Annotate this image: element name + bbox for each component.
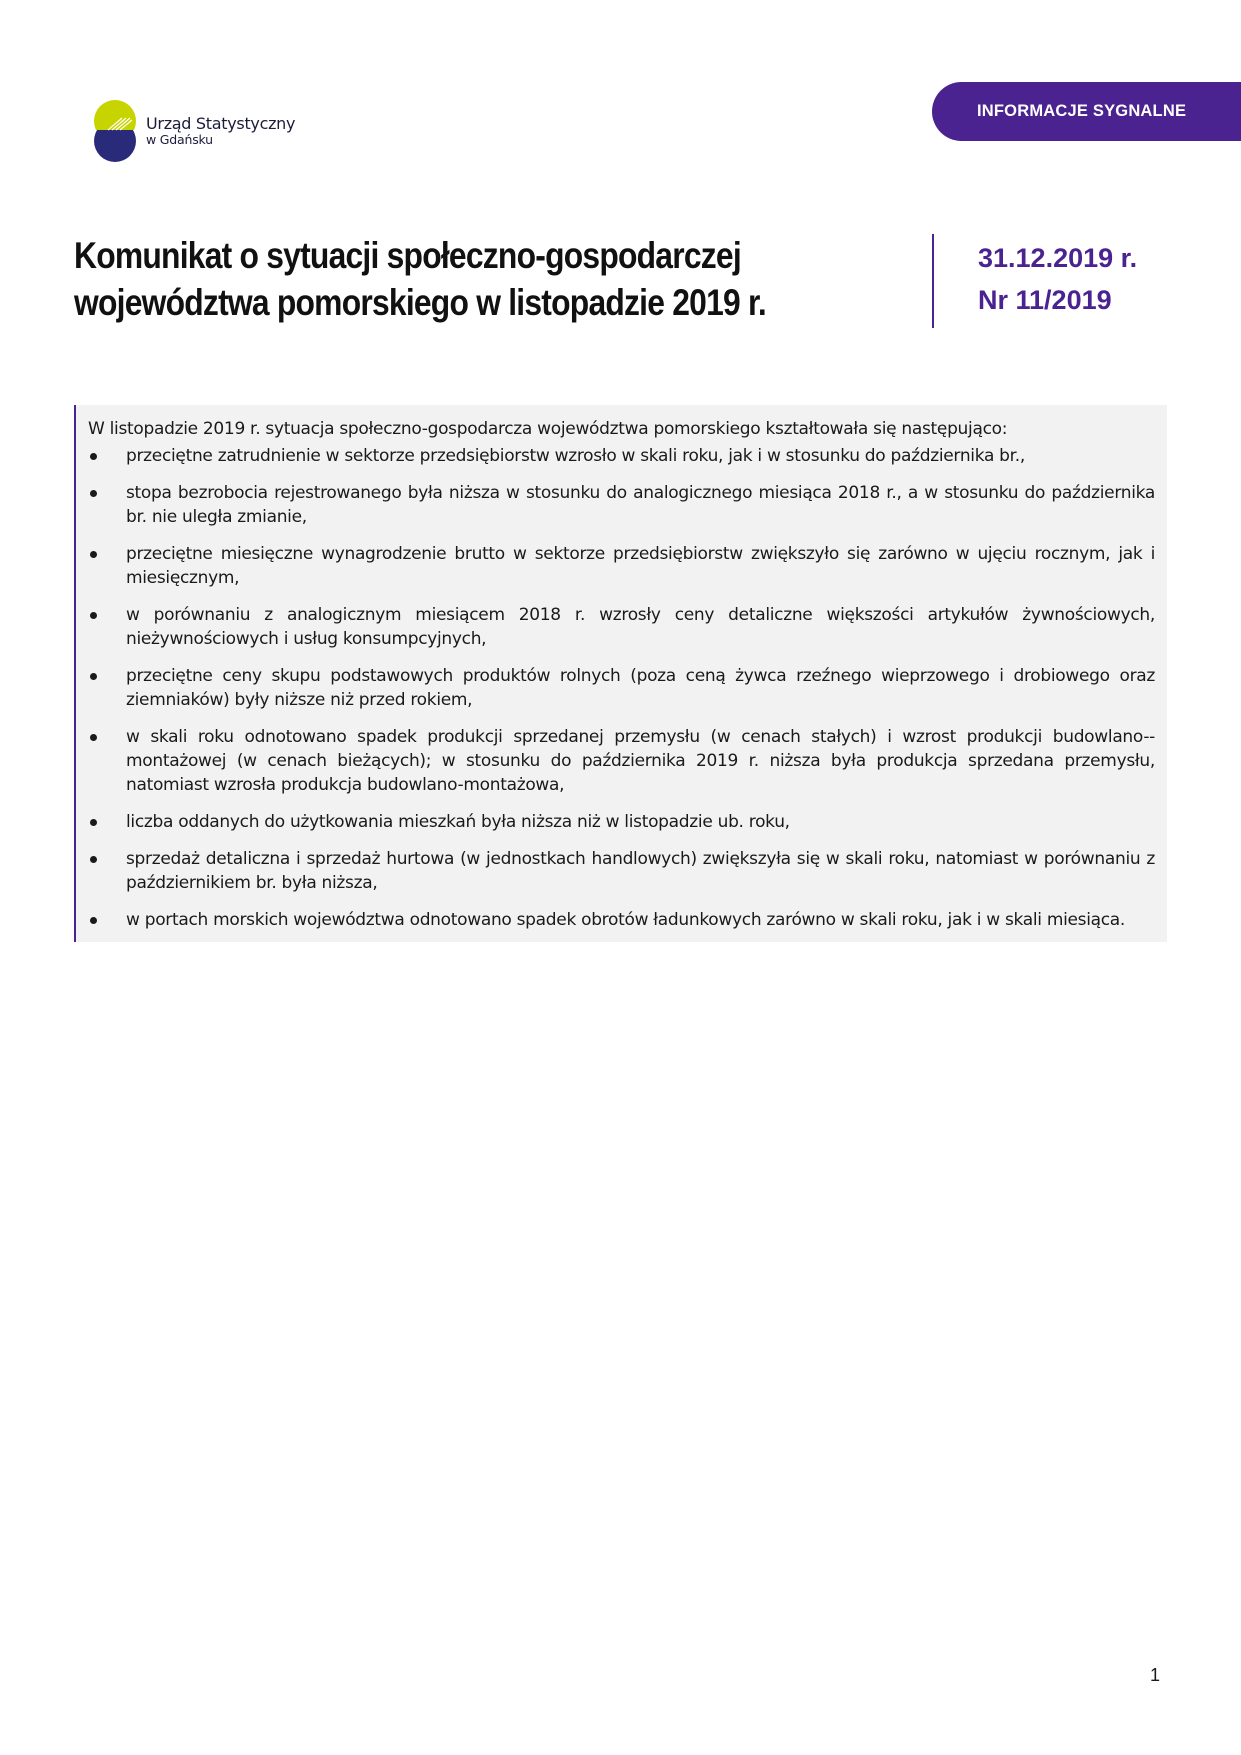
page-number: 1 — [1150, 1665, 1161, 1685]
summary-box — [74, 405, 1167, 942]
bullet-icon — [90, 856, 97, 863]
bullet-icon — [90, 453, 97, 460]
bullet-icon — [90, 734, 97, 741]
list-item: przeciętne miesięczne wynagrodzenie brutto w sektorze przedsiębiorstw zwiększyło się zarówno w ujęciu rocznym, jak i miesięcznym, — [88, 542, 1155, 590]
bullet-icon — [90, 490, 97, 497]
bullet-icon — [90, 673, 97, 680]
publication-date: 31.12.2019 r. — [978, 243, 1138, 273]
list-item: w porównaniu z analogicznym miesiącem 2018 r. wzrosły ceny detaliczne większości artykułów żywnościowych, nieżywnościowych i usług konsumpcyjnych, — [88, 603, 1155, 651]
bullet-icon — [90, 612, 97, 619]
logo-emblem-icon — [94, 100, 136, 162]
publication-type-badge: INFORMACJE SYGNALNE — [932, 82, 1241, 141]
logo — [94, 100, 295, 162]
list-item: sprzedaż detaliczna i sprzedaż hurtowa (w jednostkach handlowych) zwiększyła się w skali roku, natomiast w porównaniu z październikiem br. była niższa, — [88, 847, 1155, 895]
summary-list — [88, 444, 1155, 932]
publication-meta — [978, 237, 1137, 321]
title-line-1: Komunikat o sytuacji społeczno-gospodarczej — [74, 235, 741, 276]
list-item: przeciętne zatrudnienie w sektorze przedsiębiorstw wzrosło w skali roku, jak i w stosunku do października br., — [88, 444, 1155, 468]
list-item: liczba oddanych do użytkowania mieszkań była niższa niż w listopadzie ub. roku, — [88, 810, 1155, 834]
publication-number: Nr 11/2019 — [978, 285, 1112, 315]
list-item: przeciętne ceny skupu podstawowych produktów rolnych (poza ceną żywca rzeźnego wieprzowego i drobiowego oraz ziemniaków) były niższe niż przed rokiem, — [88, 664, 1155, 712]
bullet-icon — [90, 819, 97, 826]
list-item: w skali roku odnotowano spadek produkcji sprzedanej przemysłu (w cenach stałych) i wzrost produkcji budowlano--montażowej (w cenach bieżących); w stosunku do października 2019 r. niższa była produkcja sprzedana przemysłu, natomiast wzrosła produkcja budowlano-montażowa, — [88, 725, 1155, 797]
page-title — [74, 232, 766, 326]
logo-city: w Gdańsku — [146, 132, 213, 147]
bullet-icon — [90, 551, 97, 558]
list-item: w portach morskich województwa odnotowano spadek obrotów ładunkowych zarówno w skali roku, jak i w skali miesiąca. — [88, 908, 1155, 932]
summary-intro: W listopadzie 2019 r. sytuacja społeczno-gospodarcza województwa pomorskiego kształtowała się następująco: — [88, 419, 1008, 439]
bullet-icon — [90, 917, 97, 924]
logo-name: Urząd Statystyczny — [146, 113, 296, 133]
list-item: stopa bezrobocia rejestrowanego była niższa w stosunku do analogicznego miesiąca 2018 r., a w stosunku do października br. nie uległa zmianie, — [88, 481, 1155, 529]
title-line-2: województwa pomorskiego w listopadzie 2019 r. — [74, 282, 766, 323]
title-divider — [932, 234, 934, 328]
